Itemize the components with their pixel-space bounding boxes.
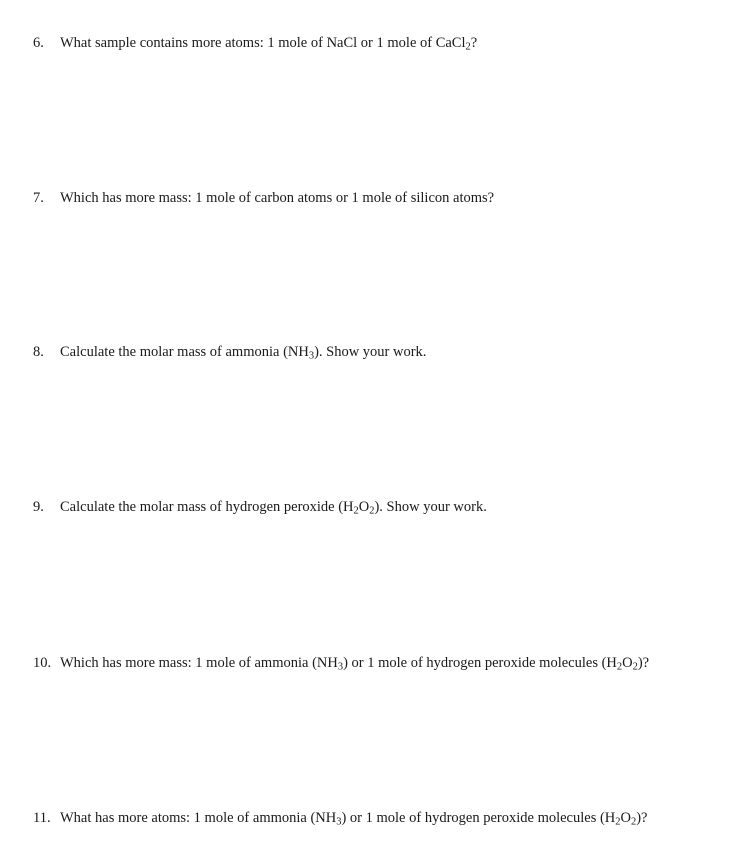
question-text: Which has more mass: 1 mole of ammonia $(NH_3)$ or 1 mole of hydrogen peroxide molecules $(H_2O_2)$? xyxy=(60,655,650,673)
question-item xyxy=(33,654,649,672)
question-text: What has more atoms: 1 mole of ammonia $(NH_3)$ or 1 mole of hydrogen peroxide molecules $(H_2O_2)$? xyxy=(60,810,648,828)
question-number: 6. xyxy=(33,35,44,51)
question-item xyxy=(33,498,487,516)
question-item xyxy=(33,343,426,361)
question-item xyxy=(33,189,494,207)
question-item xyxy=(33,809,647,827)
question-number: 10. xyxy=(33,655,52,671)
question-number: 8. xyxy=(33,344,44,360)
question-number: 7. xyxy=(33,190,44,206)
question-number: 9. xyxy=(33,499,44,515)
question-text: Calculate the molar mass of hydrogen peroxide $(H_2O_2)$. Show your work. xyxy=(60,499,487,517)
question-item xyxy=(33,34,477,52)
question-text: Calculate the molar mass of ammonia $(NH_3)$. Show your work. xyxy=(60,344,427,362)
question-number: 11. xyxy=(33,810,51,826)
question-text: Which has more mass: 1 mole of carbon atoms or 1 mole of silicon atoms? xyxy=(60,190,495,206)
question-text: What sample contains more atoms: 1 mole of NaCl or 1 mole of CaCl$_2$? xyxy=(60,35,478,53)
